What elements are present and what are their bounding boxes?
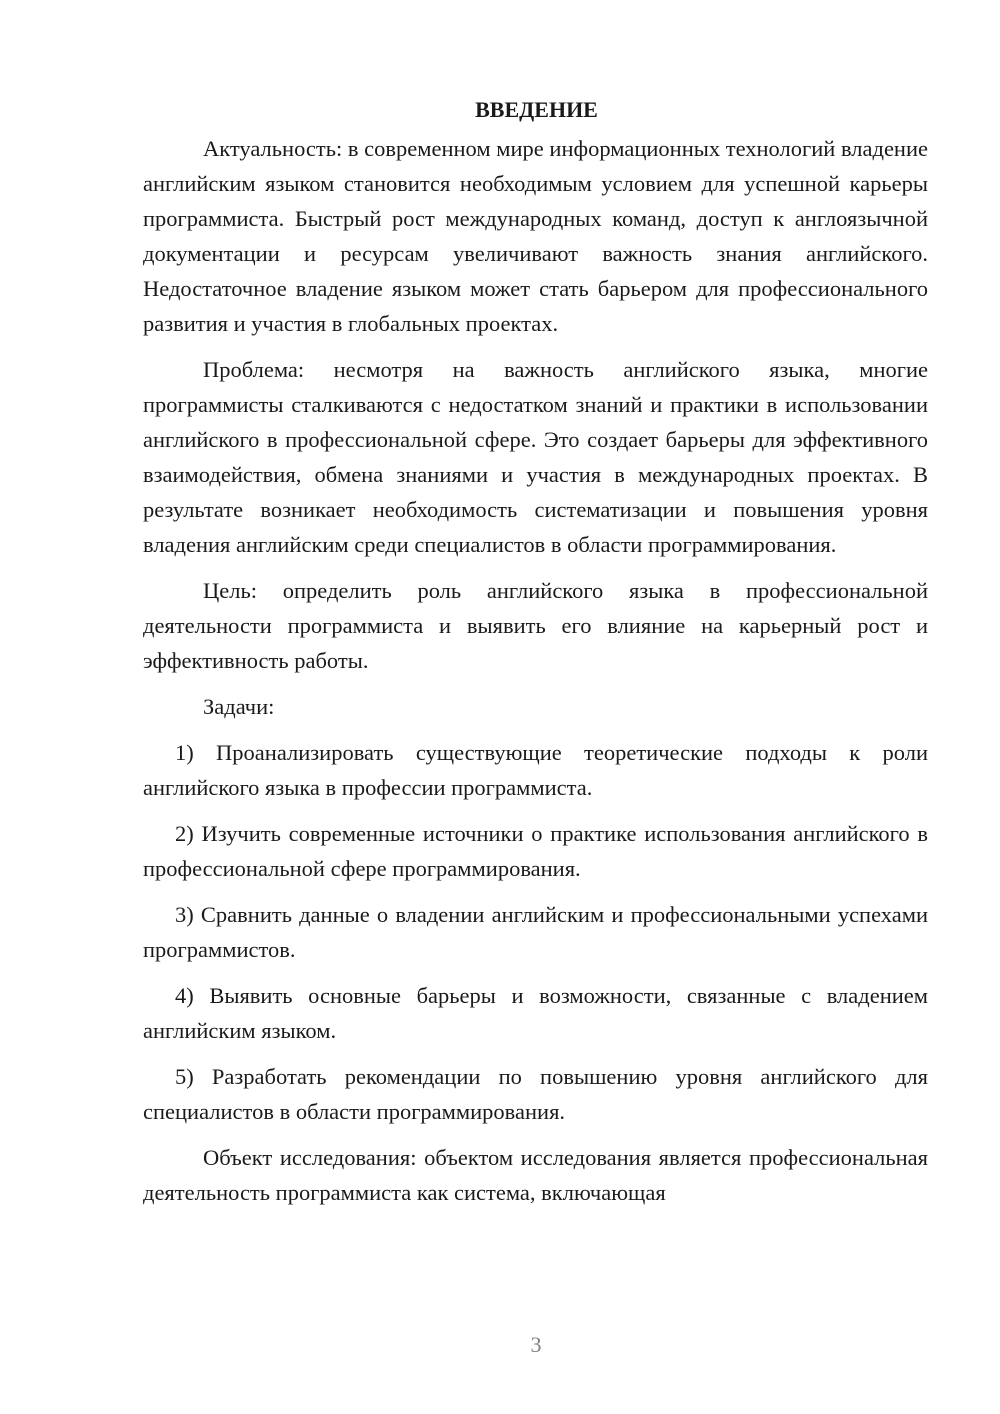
page-number: 3 xyxy=(530,1332,542,1357)
paragraph-goal: Цель: определить роль английского языка в профессиональной деятельности программиста и выявить его влияние на карьерный рост и эффективность работы. xyxy=(143,578,928,673)
task-item-1: 1) Проанализировать существующие теоретические подходы к роли английского языка в профессии программиста. xyxy=(143,740,928,800)
paragraph-object: Объект исследования: объектом исследования является профессиональная деятельность программиста как система, включающая xyxy=(143,1145,928,1205)
task-item-5: 5) Разработать рекомендации по повышению уровня английского для специалистов в области программирования. xyxy=(143,1064,928,1124)
paragraph-relevance: Актуальность: в современном мире информационных технологий владение английским языком становится необходимым условием для успешной карьеры программиста. Быстрый рост международных команд, доступ к англоязычной документации и ресурсам увеличивают важность знания английского. Недостаточное владение языком может стать барьером для профессионального развития и участия в глобальных проектах. xyxy=(143,136,928,336)
task-item-2: 2) Изучить современные источники о практике использования английского в профессиональной сфере программирования. xyxy=(143,821,928,881)
document-page xyxy=(143,92,928,1221)
section-heading: ВВЕДЕНИЕ xyxy=(475,97,598,122)
paragraph-tasks-label: Задачи: xyxy=(203,694,275,719)
task-item-3: 3) Сравнить данные о владении английским и профессиональными успехами программистов. xyxy=(143,902,928,962)
task-item-4: 4) Выявить основные барьеры и возможности, связанные с владением английским языком. xyxy=(143,983,928,1043)
paragraph-problem: Проблема: несмотря на важность английского языка, многие программисты сталкиваются с недостатком знаний и практики в использовании английского в профессиональной сфере. Это создает барьеры для эффективного взаимодействия, обмена знаниями и участия в международных проектах. В результате возникает необходимость систематизации и повышения уровня владения английским среди специалистов в области программирования. xyxy=(143,357,928,557)
